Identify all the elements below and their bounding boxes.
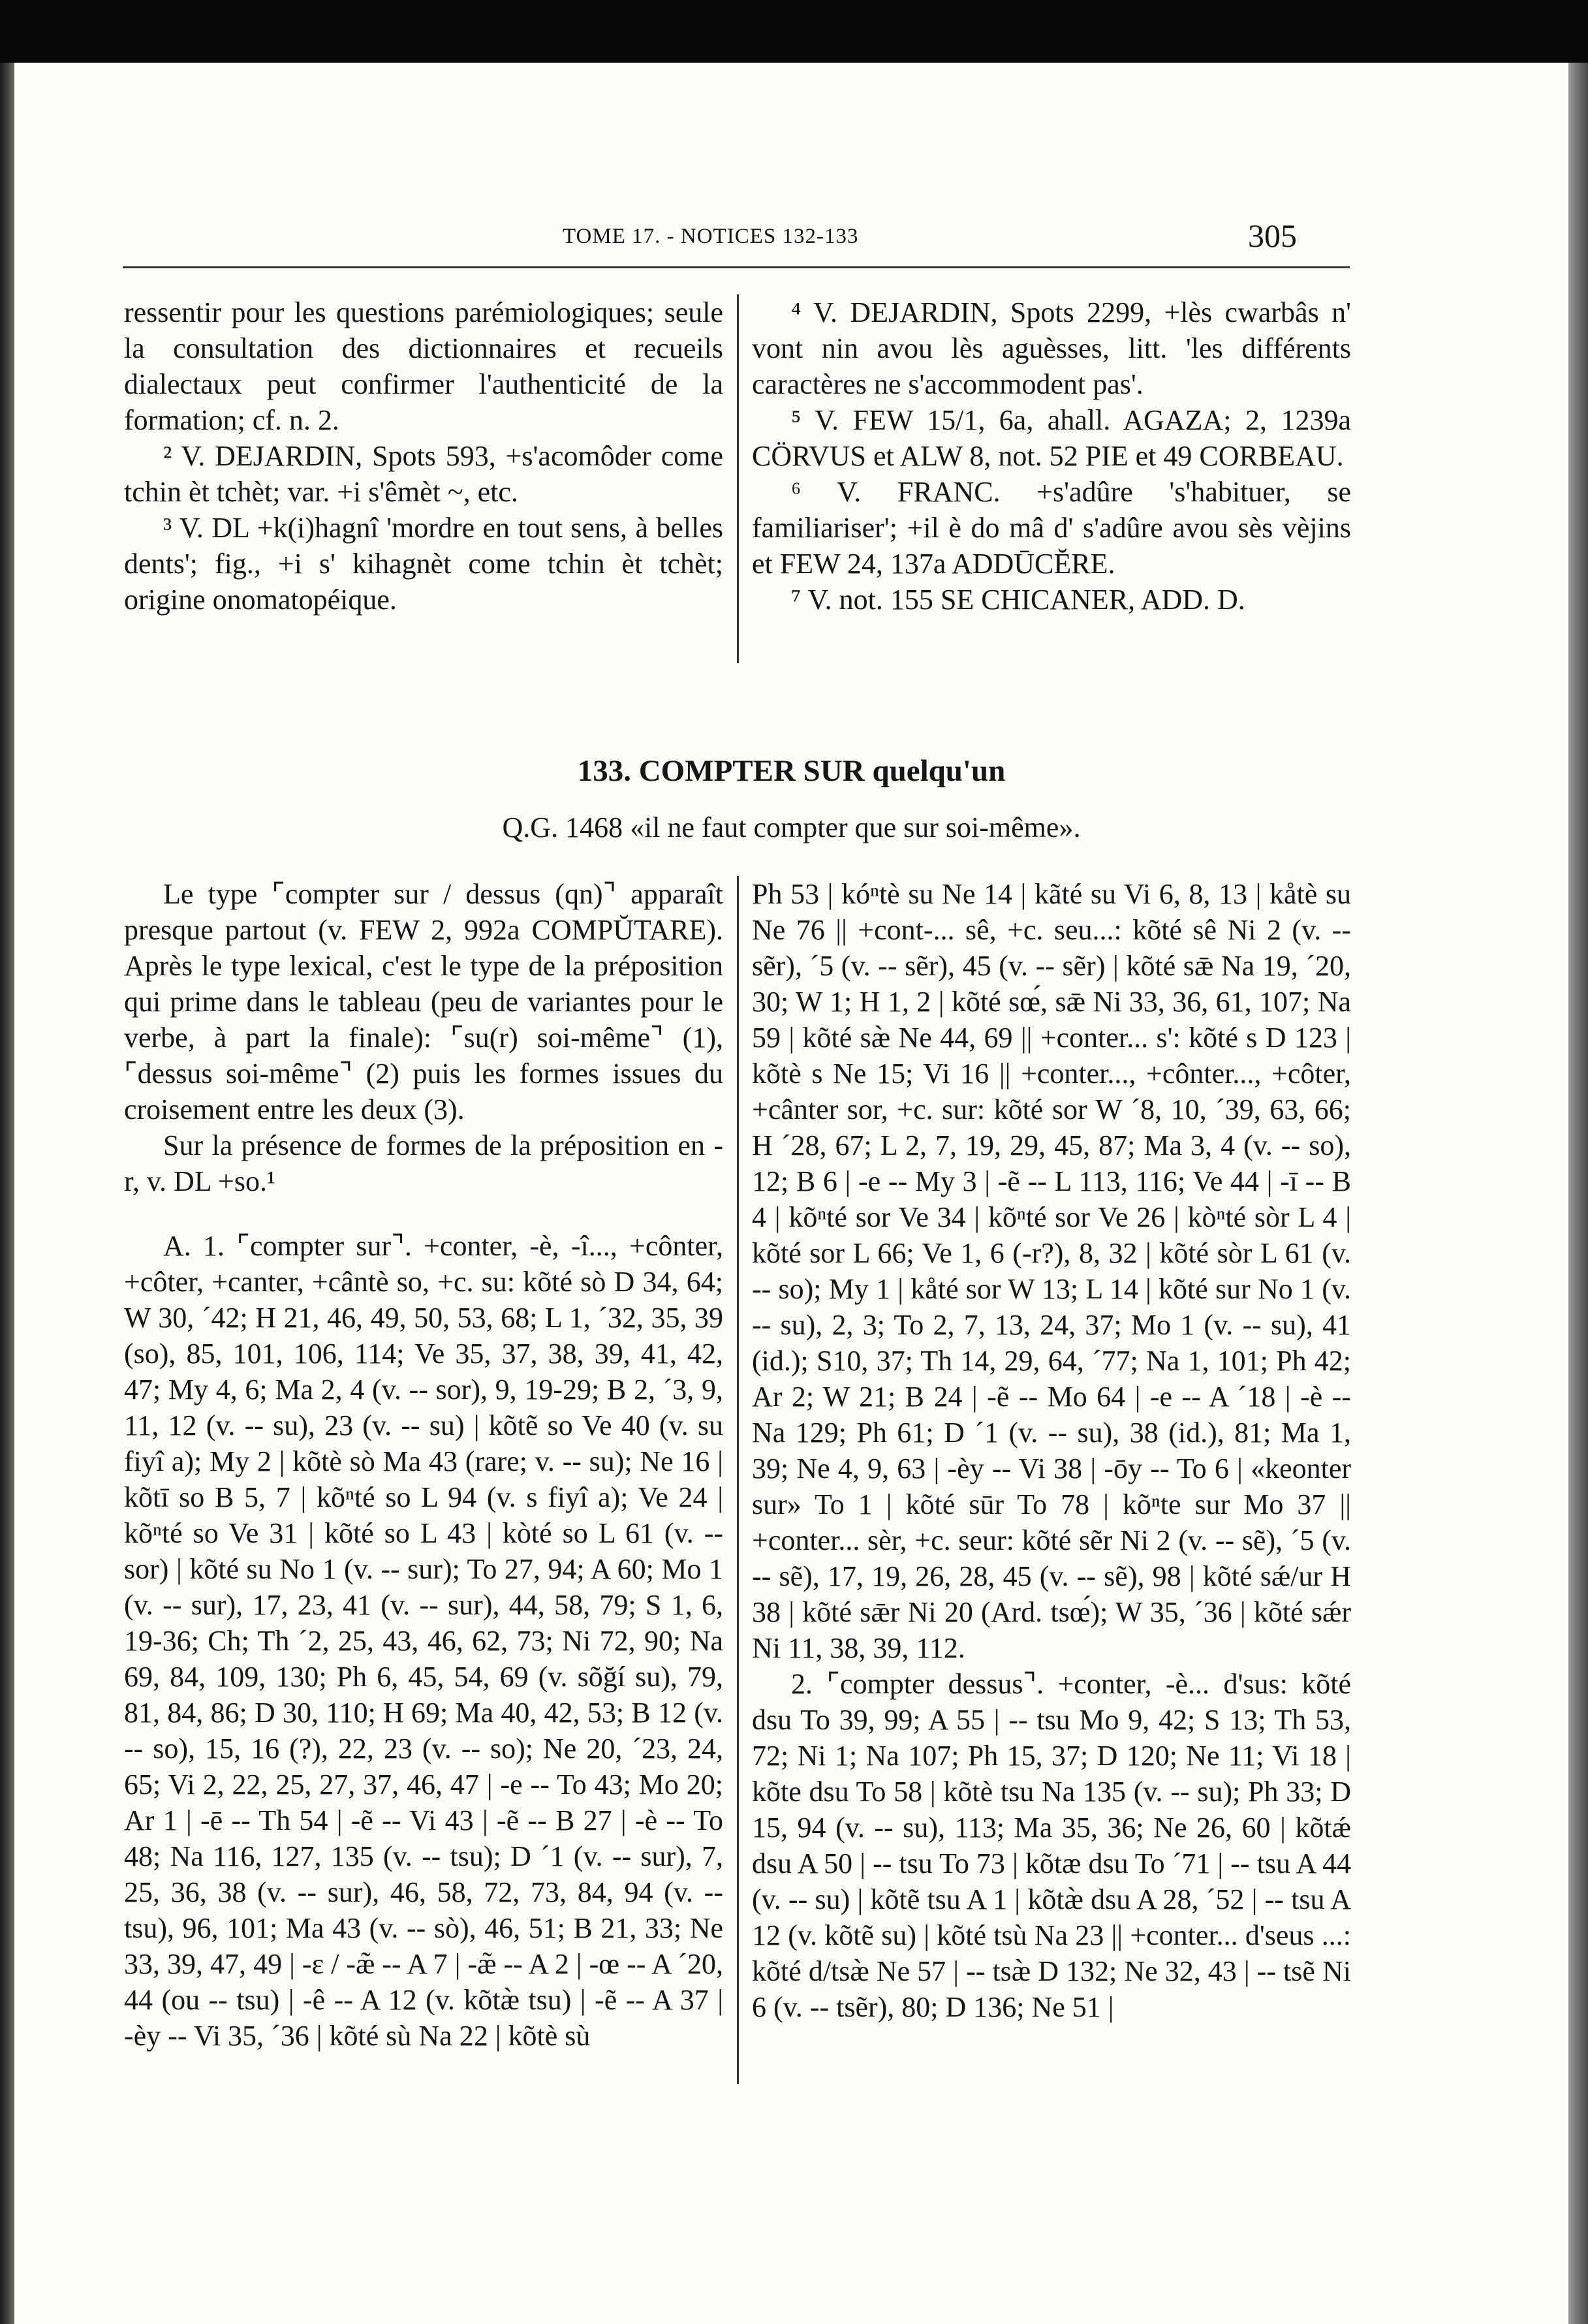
body-paragraph: Le type ⌜compter sur / dessus (qn)⌝ apparaît presque partout (v. FEW 2, 992a COMPŬTARE). Après le type lexical, c'est le type de la préposition qui prime dans le tableau (peu de variantes pour le verbe, à part la finale): ⌜su(r) soi-même⌝ (1), ⌜dessus soi-même⌝ (2) puis les formes issues du croisement entre les deux (3). (124, 878, 723, 1125)
running-header: TOME 17. - NOTICES 132-133 (563, 225, 859, 248)
header-rule (123, 266, 1350, 268)
section-subtitle: Q.G. 1468 «il ne faut compter que sur soi-même». (502, 811, 1081, 843)
footnote-continuation: ressentir pour les questions parémiologiques; seule la consultation des dictionnaires et recueils dialectaux peut confirmer l'authenticité de la formation; cf. n. 2. (124, 296, 723, 436)
footnote-4: ⁴ V. DEJARDIN, Spots 2299, +lès cwarbâs n' vont nin avou lès aguèsses, litt. 'les différents caractères ne s'accommodent pas'. (752, 296, 1351, 400)
section-title: 133. COMPTER SUR quelqu'un (577, 754, 1006, 788)
footnotes-right-column (752, 294, 1351, 618)
body-paragraph: 2. ⌜compter dessus⌝. +conter, -è... d'sus: kõté dsu To 39, 99; A 55 | -- tsu Mo 9, 42; S 13; Th 53, 72; Ni 1; Na 107; Ph 15, 37; D 120; Ne 11; Vi 18 | kõte dsu To 58 | kõtè tsu Na 135 (v. -- su); Ph 33; D 15, 94 (v. -- su), 113; Ma 35, 36; Ne 26, 60 | kõtǽ dsu A 50 | -- tsu To 73 | kõtæ dsu To ´71 | -- tsu A 44 (v. -- su) | kõtẽ tsu A 1 | kõtæ̀ dsu A 28, ´52 | -- tsu A 12 (v. kõtẽ su) | kõté tsù Na 23 || +conter... d'seus ...: kõté d/tsæ̀ Ne 57 | -- tsæ̀ D 132; Ne 32, 43 | -- tsẽ Ni 6 (v. -- tsẽr), 80; D 136; Ne 51 | (752, 1668, 1351, 2023)
body-left-column (124, 876, 723, 2054)
scan-right-edge (1568, 63, 1588, 2324)
footnote-3: ³ V. DL +k(i)hagnî 'mordre en tout sens, à belles dents'; fig., +i s' kihagnèt come tchin èt tchèt; origine onomatopéique. (124, 512, 723, 616)
body-paragraph: Sur la présence de formes de la préposition en -r, v. DL +so.¹ (124, 1129, 723, 1197)
footnote-7: ⁷ V. not. 155 SE CHICANER, ADD. D. (791, 584, 1245, 616)
body-paragraph: A. 1. ⌜compter sur⌝. +conter, -è, -î..., +cônter, +côter, +canter, +cântè so, +c. su: kõté sò D 34, 64; W 30, ´42; H 21, 46, 49, 50, 53, 68; L 1, ´32, 35, 39 (so), 85, 101, 106, 114; Ve 35, 37, 38, 39, 41, 42, 47; My 4, 6; Ma 2, 4 (v. -- sor), 9, 19-29; B 2, ´3, 9, 11, 12 (v. -- su), 23 (v. -- su) | kõtẽ so Ve 40 (v. su fiyî a); My 2 | kõtè sò Ma 43 (rare; v. -- su); Ne 16 | kõtī so B 5, 7 | kõⁿté so L 94 (v. s fiyî a); Ve 24 | kõⁿté so Ve 31 | kõté so L 43 | kòté so L 61 (v. -- sor) | kõté su No 1 (v. -- sur); To 27, 94; A 60; Mo 1 (v. -- sur), 17, 23, 41 (v. -- sur), 44, 58, 79; S 1, 6, 19-36; Ch; Th ´2, 25, 43, 46, 62, 73; Ni 72, 90; Na 69, 84, 109, 130; Ph 6, 45, 54, 69 (v. sõğí su), 79, 81, 84, 86; D 30, 110; H 69; Ma 40, 42, 53; B 12 (v. -- so), 15, 16 (?), 22, 23 (v. -- so); Ne 20, ´23, 24, 65; Vi 2, 22, 25, 27, 37, 46, 47 | -e -- To 43; Mo 20; Ar 1 | -ē -- Th 54 | -ẽ -- Vi 43 | -ẽ -- B 27 | -è -- To 48; Na 116, 127, 135 (v. -- tsu); D ´1 (v. -- sur), 7, 25, 36, 38 (v. -- sur), 46, 58, 72, 73, 84, 94 (v. -- tsu), 96, 101; Ma 43 (v. -- sò), 46, 51; B 21, 33; Ne 33, 39, 47, 49 | -ε / -æ̃ -- A 7 | -æ̃ -- A 2 | -œ -- A ´20, 44 (ou -- tsu) | -ê -- A 12 (v. kõtæ̀ tsu) | -ẽ -- A 37 | -èy -- Vi 35, ´36 | kõté sù Na 22 | kõtè sù (124, 1230, 723, 2052)
body-paragraph: Ph 53 | kóⁿtè su Ne 14 | kãté su Vi 6, 8, 13 | kåtè su Ne 76 || +cont-... sê, +c. seu...: kõté sê Ni 2 (v. -- sẽr), ´5 (v. -- sẽr), 45 (v. -- sẽr) | kõté sǣ Na 19, ´20, 30; W 1; H 1, 2 | kõté sœ́, sǣ Ni 33, 36, 61, 107; Na 59 | kõté sæ̀ Ne 44, 69 || +conter... s': kõté s D 123 | kõtè s Ne 15; Vi 16 || +conter..., +cônter..., +côter, +cânter sor, +c. sur: kõté sor W ´8, 10, ´39, 63, 66; H ´28, 67; L 2, 7, 19, 29, 45, 87; Ma 3, 4 (v. -- so), 12; B 6 | -e -- My 3 | -ẽ -- L 113, 116; Ve 44 | -ī -- B 4 | kõⁿté sor Ve 34 | kõⁿté sor Ve 26 | kòⁿté sòr L 4 | kõté sor L 66; Ve 1, 6 (-r?), 8, 32 | kõté sòr L 61 (v. -- so); My 1 | kåté sor W 13; L 14 | kõté sur No 1 (v. -- su), 2, 3; To 2, 7, 13, 24, 37; Mo 1 (v. -- su), 41 (id.); S10, 37; Th 14, 29, 64, ´77; Na 1, 101; Ph 42; Ar 2; W 21; B 24 | -ẽ -- Mo 64 | -e -- A ´18 | -è -- Na 129; Ph 61; D ´1 (v. -- su), 38 (id.), 81; Ma 1, 39; Ne 4, 9, 63 | -èy -- Vi 38 | -ōy -- To 6 | «keonter sur» To 1 | kõté sūr To 78 | kõⁿte sur Mo 37 || +conter... sèr, +c. seur: kõté sẽr Ni 2 (v. -- sẽ), ´5 (v. -- sẽ), 17, 19, 26, 28, 45 (v. -- sẽ), 98 | kõté sǽ/ur H 38 | kõté sǣr Ni 20 (Ard. tsœ́); W 35, ´36 | kõté sǽr Ni 11, 38, 39, 112. (752, 878, 1351, 1664)
footnote-2: ² V. DEJARDIN, Spots 593, +s'acomôder come tchin èt tchèt; var. +i s'êmèt ~, etc. (124, 440, 723, 508)
column-divider-top (737, 294, 739, 663)
page-number: 305 (1248, 217, 1297, 254)
scan-left-edge (0, 63, 14, 2324)
scan-top-border (0, 0, 1588, 63)
footnote-6: ⁶ V. FRANC. +s'adûre 's'habituer, se familiariser'; +il è do mâ d' s'adûre avou sès vèjins et FEW 24, 137a ADDŪCĔRE. (752, 476, 1351, 580)
footnotes-left-column (124, 294, 723, 618)
column-divider-body (737, 876, 739, 2084)
footnote-5: ⁵ V. FEW 15/1, 6a, ahall. AGAZA; 2, 1239a CÖRVUS et ALW 8, not. 52 PIE et 49 CORBEAU. (752, 404, 1351, 472)
book-page (14, 63, 1568, 2324)
body-right-column (752, 876, 1351, 2025)
